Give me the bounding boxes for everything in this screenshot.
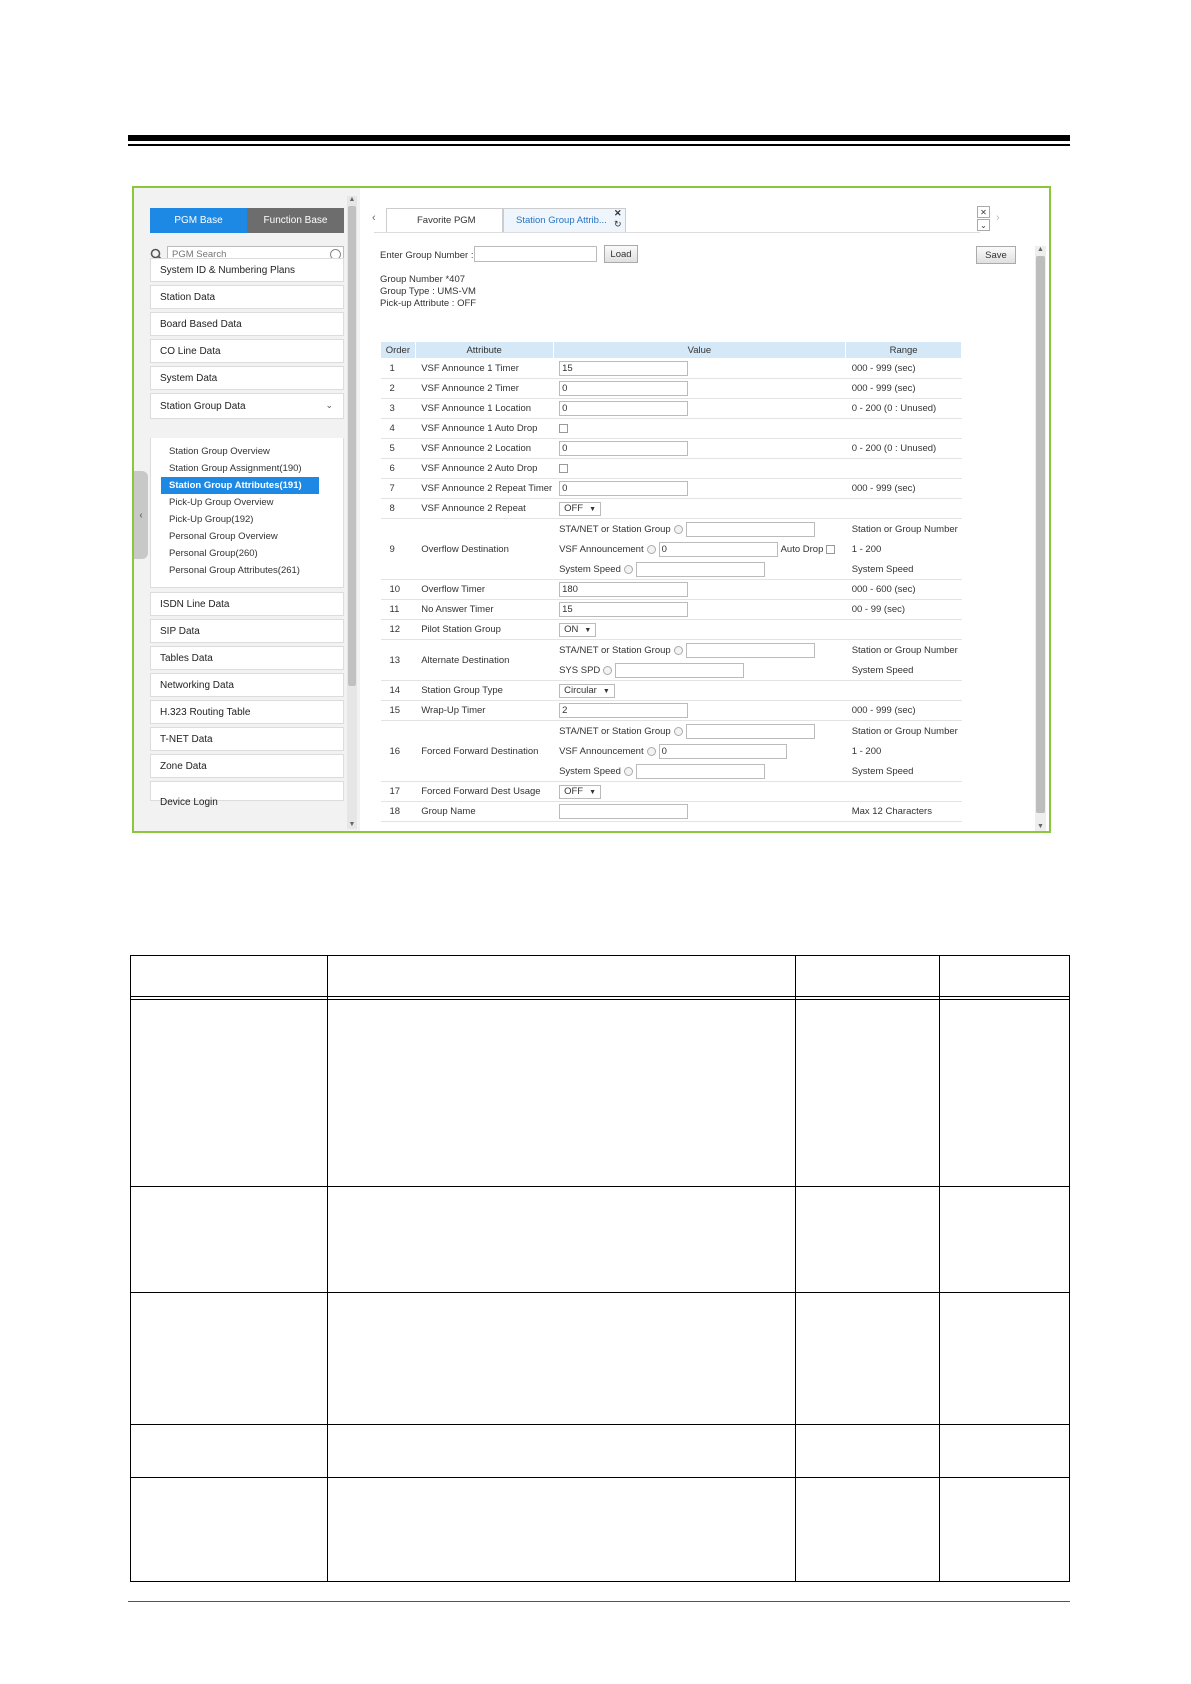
radio-button[interactable] bbox=[674, 646, 683, 655]
forward-usage-select[interactable] bbox=[559, 785, 601, 799]
column-header-range: Range bbox=[846, 342, 962, 359]
chevron-left-icon[interactable]: ‹ bbox=[372, 212, 376, 224]
order-cell: 17 bbox=[381, 782, 416, 802]
value-input[interactable]: 15 bbox=[559, 361, 688, 376]
sidebar-item-system-data[interactable] bbox=[150, 366, 344, 390]
sidebar-item-label: H.323 Routing Table bbox=[160, 706, 251, 718]
column-header-value: Value bbox=[553, 342, 846, 359]
table-header-divider bbox=[131, 996, 1069, 997]
sidebar-item-label: Station Data bbox=[160, 291, 216, 303]
value-cell bbox=[553, 802, 846, 822]
auto-drop-checkbox[interactable] bbox=[826, 545, 835, 554]
table-row-divider bbox=[131, 1186, 1069, 1187]
order-cell: 8 bbox=[381, 499, 416, 519]
range-cell bbox=[846, 519, 962, 580]
header-rule-thin bbox=[128, 144, 1070, 146]
value-input[interactable]: 180 bbox=[559, 582, 688, 597]
sidebar-item-label: System ID & Numbering Plans bbox=[160, 264, 296, 276]
range-cell: 000 - 999 (sec) bbox=[846, 701, 962, 721]
submenu-item-personal-group[interactable]: Personal Group(260) bbox=[169, 548, 258, 559]
sidebar-item-isdn-line-data[interactable] bbox=[150, 592, 344, 616]
screenshot-frame bbox=[132, 186, 1051, 833]
tab-divider bbox=[374, 232, 980, 233]
value-cell bbox=[553, 620, 846, 640]
sub-label: STA/NET or Station Group bbox=[559, 725, 671, 737]
sub-row bbox=[559, 721, 846, 741]
sidebar-item-label: Board Based Data bbox=[160, 318, 242, 330]
value-cell bbox=[553, 701, 846, 721]
attribute-cell: VSF Announce 2 Repeat Timer bbox=[415, 479, 553, 499]
sub-label: SYS SPD bbox=[559, 664, 601, 676]
range-cell: 000 - 999 (sec) bbox=[846, 379, 962, 399]
chevron-down-icon: ⌄ bbox=[325, 400, 333, 410]
sub-row bbox=[559, 519, 846, 539]
range-cell: 000 - 600 (sec) bbox=[846, 580, 962, 600]
attribute-cell: No Answer Timer bbox=[415, 600, 553, 620]
radio-button[interactable] bbox=[603, 666, 612, 675]
order-cell: 5 bbox=[381, 439, 416, 459]
table-row-divider bbox=[131, 1477, 1069, 1478]
function-base-button[interactable]: Function Base bbox=[247, 208, 344, 233]
select-value: ON bbox=[564, 623, 579, 635]
table-row bbox=[381, 419, 962, 439]
sidebar-item-station-data[interactable] bbox=[150, 285, 344, 309]
value-input[interactable]: 0 bbox=[659, 542, 778, 557]
value-input[interactable] bbox=[686, 724, 815, 739]
sidebar-item-sip-data[interactable] bbox=[150, 619, 344, 643]
order-cell: 14 bbox=[381, 681, 416, 701]
range-cell bbox=[846, 681, 962, 701]
radio-button[interactable] bbox=[647, 747, 656, 756]
sub-row bbox=[559, 559, 846, 579]
sub-row bbox=[559, 660, 846, 680]
table-row bbox=[381, 459, 962, 479]
attribute-cell: VSF Announce 1 Timer bbox=[415, 359, 553, 379]
attribute-cell: Alternate Destination bbox=[415, 640, 553, 681]
sub-range: Station or Group Number bbox=[851, 523, 958, 535]
select-value: OFF bbox=[564, 785, 584, 797]
value-cell bbox=[553, 640, 846, 681]
range-cell bbox=[846, 640, 962, 681]
attribute-cell: VSF Announce 2 Location bbox=[415, 439, 553, 459]
order-cell: 2 bbox=[381, 379, 416, 399]
sub-row bbox=[559, 539, 846, 559]
scroll-up-icon[interactable]: ▲ bbox=[348, 196, 356, 203]
document-table bbox=[130, 955, 1070, 1582]
attribute-cell: Overflow Destination bbox=[415, 519, 553, 580]
sidebar-item-label: CO Line Data bbox=[160, 345, 221, 357]
auto-drop-label: Auto Drop bbox=[780, 543, 824, 555]
repeat-select[interactable] bbox=[559, 502, 601, 516]
dropdown-arrow-icon: ▼ bbox=[589, 788, 597, 796]
value-cell bbox=[553, 439, 846, 459]
value-cell bbox=[553, 359, 846, 379]
table-row bbox=[381, 721, 962, 782]
order-cell: 11 bbox=[381, 600, 416, 620]
value-cell bbox=[553, 782, 846, 802]
scroll-down-icon[interactable]: ▼ bbox=[1037, 823, 1044, 830]
attribute-cell: Pilot Station Group bbox=[415, 620, 553, 640]
pgm-base-button[interactable]: PGM Base bbox=[150, 208, 247, 233]
attribute-cell: Group Name bbox=[415, 802, 553, 822]
group-name-input[interactable] bbox=[559, 804, 688, 819]
attribute-cell: Overflow Timer bbox=[415, 580, 553, 600]
range-cell bbox=[846, 499, 962, 519]
sidebar-item-station-group-data[interactable] bbox=[150, 393, 344, 419]
select-value: OFF bbox=[564, 502, 584, 514]
attribute-cell: VSF Announce 2 Repeat bbox=[415, 499, 553, 519]
sub-range: Station or Group Number bbox=[851, 644, 958, 656]
sidebar-item-label: System Data bbox=[160, 372, 218, 384]
value-input[interactable] bbox=[636, 562, 765, 577]
header-rule-thick bbox=[128, 135, 1070, 141]
sub-range: System Speed bbox=[851, 563, 914, 575]
attribute-table bbox=[380, 341, 962, 822]
value-input[interactable] bbox=[686, 643, 815, 658]
sidebar-item-label: Station Group Data bbox=[160, 400, 246, 412]
sidebar-item-h323-routing-table[interactable] bbox=[150, 700, 344, 724]
range-cell bbox=[846, 721, 962, 782]
submenu-item-station-group-overview[interactable]: Station Group Overview bbox=[169, 446, 270, 457]
group-number-input[interactable] bbox=[474, 246, 597, 262]
sidebar-item-label: Zone Data bbox=[160, 760, 207, 772]
table-column-divider bbox=[327, 956, 328, 1581]
group-type-select[interactable] bbox=[559, 684, 615, 698]
attribute-cell: VSF Announce 2 Timer bbox=[415, 379, 553, 399]
sidebar-item-label: ISDN Line Data bbox=[160, 598, 230, 610]
value-cell bbox=[553, 479, 846, 499]
value-cell bbox=[553, 419, 846, 439]
sub-label: VSF Announcement bbox=[559, 543, 644, 555]
submenu-item-station-group-assignment[interactable]: Station Group Assignment(190) bbox=[169, 463, 302, 474]
value-input[interactable] bbox=[686, 522, 815, 537]
sidebar-item-board-based-data[interactable] bbox=[150, 312, 344, 336]
sub-label: VSF Announcement bbox=[559, 745, 644, 757]
table-row bbox=[381, 580, 962, 600]
station-group-submenu bbox=[150, 438, 344, 588]
sub-row bbox=[559, 741, 846, 761]
attribute-cell: Wrap-Up Timer bbox=[415, 701, 553, 721]
dropdown-arrow-icon: ▼ bbox=[589, 505, 597, 513]
table-row bbox=[381, 600, 962, 620]
submenu-item-pickup-group-overview[interactable]: Pick-Up Group Overview bbox=[169, 497, 274, 508]
value-input[interactable]: 0 bbox=[559, 401, 688, 416]
sidebar-item-label: T-NET Data bbox=[160, 733, 213, 745]
sidebar-item-tnet-data[interactable] bbox=[150, 727, 344, 751]
sub-label: System Speed bbox=[559, 765, 621, 777]
table-row bbox=[381, 802, 962, 822]
sidebar-item-label: SIP Data bbox=[160, 625, 200, 637]
order-cell: 9 bbox=[381, 519, 416, 580]
attribute-cell: VSF Announce 2 Auto Drop bbox=[415, 459, 553, 479]
order-cell: 10 bbox=[381, 580, 416, 600]
auto-drop-checkbox[interactable] bbox=[559, 464, 568, 473]
main-panel bbox=[364, 188, 1049, 831]
value-cell bbox=[553, 379, 846, 399]
footer-rule bbox=[128, 1601, 1070, 1602]
submenu-item-pickup-group[interactable]: Pick-Up Group(192) bbox=[169, 514, 254, 525]
order-cell: 7 bbox=[381, 479, 416, 499]
value-input[interactable]: 2 bbox=[559, 703, 688, 718]
dropdown-arrow-icon: ▼ bbox=[602, 687, 610, 695]
attribute-cell: Forced Forward Destination bbox=[415, 721, 553, 782]
table-header-divider bbox=[131, 999, 1069, 1000]
mode-toggle bbox=[150, 208, 344, 233]
order-cell: 3 bbox=[381, 399, 416, 419]
table-row bbox=[381, 701, 962, 721]
refresh-icon[interactable]: ↻ bbox=[614, 219, 622, 229]
value-input[interactable] bbox=[636, 764, 765, 779]
column-header-order: Order bbox=[381, 342, 416, 359]
table-row bbox=[381, 379, 962, 399]
table-row bbox=[381, 620, 962, 640]
tab-favorite-pgm[interactable] bbox=[386, 208, 503, 232]
table-row bbox=[381, 681, 962, 701]
order-cell: 4 bbox=[381, 419, 416, 439]
sub-range: System Speed bbox=[851, 765, 914, 777]
range-cell: 0 - 200 (0 : Unused) bbox=[846, 439, 962, 459]
range-cell bbox=[846, 620, 962, 640]
table-row bbox=[381, 782, 962, 802]
table-row-divider bbox=[131, 1424, 1069, 1425]
submenu-item-station-group-attributes[interactable]: Station Group Attributes(191) bbox=[161, 477, 319, 494]
order-cell: 6 bbox=[381, 459, 416, 479]
table-column-divider bbox=[939, 956, 940, 1581]
sidebar-item-label: Tables Data bbox=[160, 652, 213, 664]
table-row-divider bbox=[131, 1292, 1069, 1293]
value-cell bbox=[553, 721, 846, 782]
order-cell: 18 bbox=[381, 802, 416, 822]
range-cell bbox=[846, 782, 962, 802]
dropdown-arrow-icon: ▼ bbox=[584, 626, 592, 634]
table-row bbox=[381, 479, 962, 499]
collapse-left-icon[interactable]: ‹ bbox=[134, 471, 148, 559]
range-cell bbox=[846, 419, 962, 439]
value-cell bbox=[553, 399, 846, 419]
sub-label: System Speed bbox=[559, 563, 621, 575]
attribute-cell: Station Group Type bbox=[415, 681, 553, 701]
pilot-select[interactable] bbox=[559, 623, 596, 637]
auto-drop-checkbox[interactable] bbox=[559, 424, 568, 433]
value-input[interactable]: 0 bbox=[659, 744, 787, 759]
value-input[interactable]: 0 bbox=[559, 481, 688, 496]
main-scrollbar[interactable] bbox=[1035, 246, 1046, 831]
sidebar-item-co-line-data[interactable] bbox=[150, 339, 344, 363]
table-row bbox=[381, 399, 962, 419]
tab-station-group-attributes[interactable] bbox=[503, 208, 626, 232]
order-cell: 12 bbox=[381, 620, 416, 640]
order-cell: 16 bbox=[381, 721, 416, 782]
attribute-cell: Forced Forward Dest Usage bbox=[415, 782, 553, 802]
value-input[interactable] bbox=[615, 663, 744, 678]
sub-label: STA/NET or Station Group bbox=[559, 523, 671, 535]
sub-row bbox=[559, 761, 846, 781]
sidebar-item-zone-data[interactable] bbox=[150, 754, 344, 778]
range-cell: Max 12 Characters bbox=[846, 802, 962, 822]
radio-button[interactable] bbox=[647, 545, 656, 554]
table-row bbox=[381, 439, 962, 459]
sub-range: Station or Group Number bbox=[851, 725, 958, 737]
sidebar-item-device-login[interactable] bbox=[150, 781, 344, 808]
chevron-right-icon[interactable]: › bbox=[996, 212, 1000, 224]
scroll-up-icon[interactable]: ▲ bbox=[1037, 246, 1044, 253]
sidebar-item-label: Device Login bbox=[160, 797, 218, 808]
range-cell: 000 - 999 (sec) bbox=[846, 479, 962, 499]
value-cell bbox=[553, 600, 846, 620]
sub-range: 1 - 200 bbox=[851, 745, 882, 757]
value-input[interactable]: 0 bbox=[559, 381, 688, 396]
group-number-label: Enter Group Number : bbox=[380, 250, 474, 261]
order-cell: 13 bbox=[381, 640, 416, 681]
radio-button[interactable] bbox=[674, 727, 683, 736]
attribute-cell: VSF Announce 1 Location bbox=[415, 399, 553, 419]
main-scroll-thumb[interactable] bbox=[1036, 256, 1045, 813]
table-row bbox=[381, 640, 962, 681]
sidebar-item-tables-data[interactable] bbox=[150, 646, 344, 670]
attribute-cell: VSF Announce 1 Auto Drop bbox=[415, 419, 553, 439]
submenu-item-personal-group-overview[interactable]: Personal Group Overview bbox=[169, 531, 278, 542]
tab-label: Favorite PGM bbox=[417, 215, 476, 226]
range-cell: 000 - 999 (sec) bbox=[846, 359, 962, 379]
range-cell: 0 - 200 (0 : Unused) bbox=[846, 399, 962, 419]
value-cell bbox=[553, 519, 846, 580]
pickup-attribute-info: Pick-up Attribute : OFF bbox=[380, 298, 477, 309]
submenu-item-personal-group-attributes[interactable]: Personal Group Attributes(261) bbox=[169, 565, 300, 576]
radio-button[interactable] bbox=[624, 565, 633, 574]
sidebar-scroll-thumb[interactable] bbox=[348, 206, 356, 686]
value-cell bbox=[553, 580, 846, 600]
scroll-down-icon[interactable]: ▼ bbox=[348, 821, 356, 828]
table-row bbox=[381, 519, 962, 580]
select-value: Circular bbox=[564, 684, 597, 696]
close-all-icon[interactable]: ✕ bbox=[977, 206, 990, 218]
table-row bbox=[381, 499, 962, 519]
sidebar-item-networking-data[interactable] bbox=[150, 673, 344, 697]
value-cell bbox=[553, 681, 846, 701]
tab-label: Station Group Attrib... bbox=[516, 215, 607, 226]
order-cell: 15 bbox=[381, 701, 416, 721]
group-number-info: Group Number *407 bbox=[380, 274, 466, 285]
sidebar-item-system-id[interactable] bbox=[150, 258, 344, 282]
sub-row bbox=[559, 640, 846, 660]
value-cell bbox=[553, 499, 846, 519]
sub-range: System Speed bbox=[851, 664, 914, 676]
value-cell bbox=[553, 459, 846, 479]
close-icon[interactable]: ✕ bbox=[614, 208, 622, 218]
sub-range: 1 - 200 bbox=[851, 543, 882, 555]
sidebar-scrollbar[interactable] bbox=[347, 196, 357, 829]
table-column-divider bbox=[795, 956, 796, 1581]
radio-button[interactable] bbox=[624, 767, 633, 776]
load-button[interactable]: Load bbox=[604, 245, 638, 263]
sidebar-item-label: Networking Data bbox=[160, 679, 234, 691]
range-cell: 00 - 99 (sec) bbox=[846, 600, 962, 620]
value-input[interactable]: 0 bbox=[559, 441, 688, 456]
sidebar bbox=[134, 188, 360, 831]
save-button[interactable]: Save bbox=[976, 246, 1016, 264]
sub-label: STA/NET or Station Group bbox=[559, 644, 671, 656]
column-header-attribute: Attribute bbox=[415, 342, 553, 359]
value-input[interactable]: 15 bbox=[559, 602, 688, 617]
radio-button[interactable] bbox=[674, 525, 683, 534]
chevron-down-icon[interactable]: ⌄ bbox=[977, 219, 990, 231]
table-row bbox=[381, 359, 962, 379]
group-type-info: Group Type : UMS-VM bbox=[380, 286, 476, 297]
range-cell bbox=[846, 459, 962, 479]
order-cell: 1 bbox=[381, 359, 416, 379]
